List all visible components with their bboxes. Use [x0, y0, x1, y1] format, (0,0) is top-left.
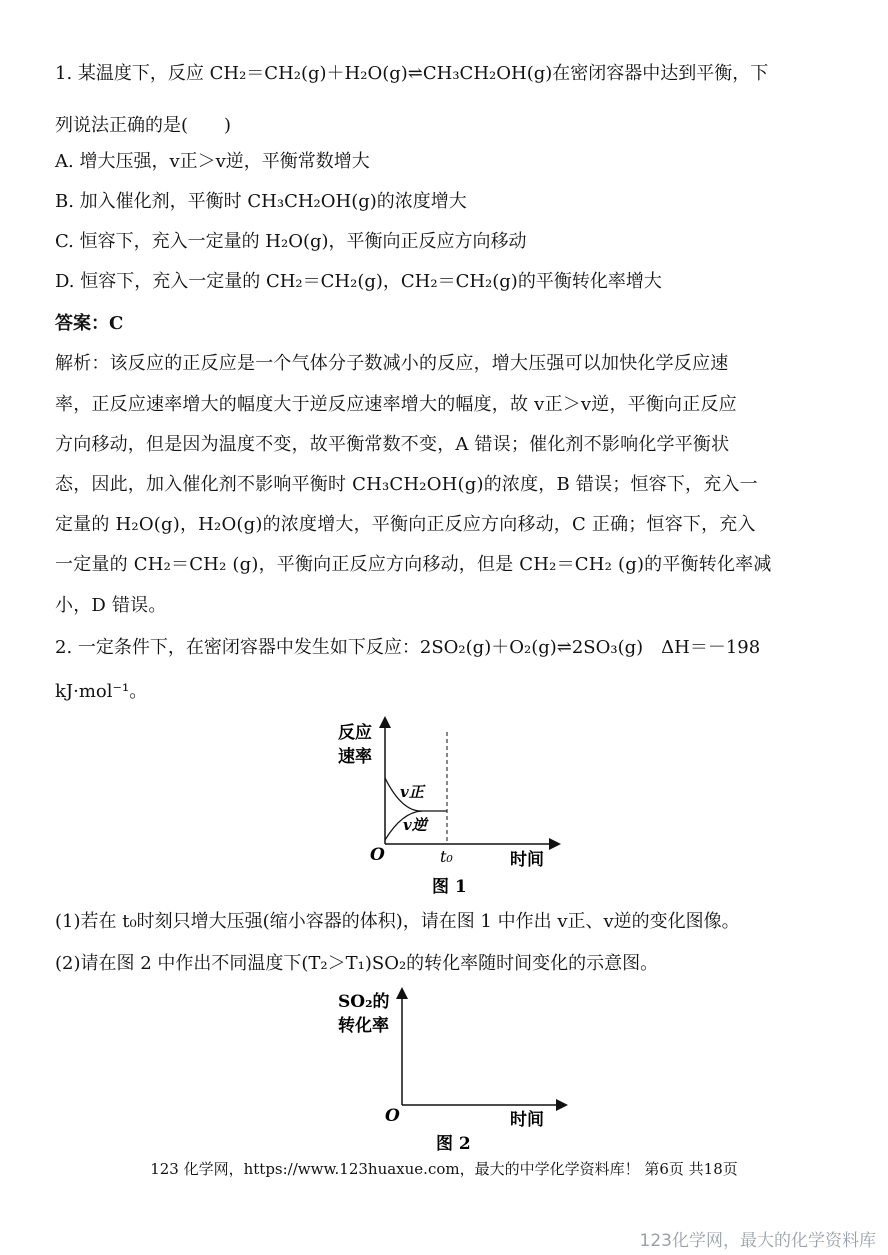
q1-option-d: D. 恒容下，充入一定量的 CH₂＝CH₂(g)，CH₂＝CH₂(g)的平衡转化率增大: [55, 271, 662, 292]
fig1-caption: 图 1: [432, 877, 467, 897]
fig2-caption: 图 2: [436, 1134, 471, 1154]
q1-answer: 答案：C: [55, 313, 124, 334]
q1-stem-line1: 1. 某温度下，反应 CH₂＝CH₂(g)＋H₂O(g)⇌CH₃CH₂OH(g)在密闭容器中达到平衡，下: [55, 63, 769, 84]
q1-analysis-line: 解析：该反应的正反应是一个气体分子数减小的反应，增大压强可以加快化学反应速: [55, 353, 729, 374]
fig1-t0-label: t₀: [440, 847, 453, 866]
fig1-xlabel: 时间: [510, 850, 544, 870]
fig2-ylabel-line1: SO₂的: [338, 992, 390, 1012]
q2-stem-line1: 2. 一定条件下，在密闭容器中发生如下反应：2SO₂(g)＋O₂(g)⇌2SO₃(g) ΔH＝－198: [55, 637, 761, 658]
fig1-origin: O: [370, 845, 385, 865]
fig1-ylabel-line2: 速率: [338, 747, 372, 767]
watermark: 123化学网，最大的化学资料库: [639, 1231, 876, 1251]
q1-option-c: C. 恒容下，充入一定量的 H₂O(g)，平衡向正反应方向移动: [55, 231, 527, 252]
q1-option-b: B. 加入催化剂，平衡时 CH₃CH₂OH(g)的浓度增大: [55, 191, 467, 212]
fig2-ylabel-line2: 转化率: [338, 1016, 389, 1036]
fig2-xlabel: 时间: [510, 1110, 544, 1130]
q1-analysis-line: 小，D 错误。: [55, 595, 167, 616]
q1-analysis-line: 定量的 H₂O(g)，H₂O(g)的浓度增大，平衡向正反应方向移动，C 正确；恒容下，充入: [55, 514, 756, 535]
q1-stem-line2: 列说法正确的是( ): [55, 115, 232, 136]
q2-sub2: (2)请在图 2 中作出不同温度下(T₂＞T₁)SO₂的转化率随时间变化的示意图。: [55, 953, 659, 974]
page-footer: 123 化学网，https://www.123huaxue.com，最大的中学化学资料库！ 第6页 共18页: [150, 1160, 738, 1178]
fig1-v-reverse-label: v逆: [403, 816, 427, 834]
figure-1: [330, 712, 570, 902]
q1-analysis-line: 态，因此，加入催化剂不影响平衡时 CH₃CH₂OH(g)的浓度，B 错误；恒容下，充入一: [55, 474, 758, 495]
q1-analysis-line: 一定量的 CH₂＝CH₂ (g)，平衡向正反应方向移动，但是 CH₂＝CH₂ (g)的平衡转化率减: [55, 554, 772, 575]
q1-analysis-line: 率，正反应速率增大的幅度大于逆反应速率增大的幅度，故 v正＞v逆，平衡向正反应: [55, 394, 737, 415]
fig1-v-forward-label: v正: [400, 783, 424, 801]
q1-analysis-line: 方向移动，但是因为温度不变，故平衡常数不变，A 错误；催化剂不影响化学平衡状: [55, 434, 730, 455]
fig2-origin: O: [385, 1106, 400, 1126]
q1-option-a: A. 增大压强，v正＞v逆，平衡常数增大: [55, 151, 370, 172]
q2-stem-line2: kJ·mol⁻¹。: [55, 681, 148, 702]
fig1-ylabel-line1: 反应: [338, 723, 372, 743]
figure-2: [330, 985, 570, 1155]
q2-sub1: (1)若在 t₀时刻只增大压强(缩小容器的体积)，请在图 1 中作出 v正、v逆的变化图像。: [55, 911, 740, 932]
